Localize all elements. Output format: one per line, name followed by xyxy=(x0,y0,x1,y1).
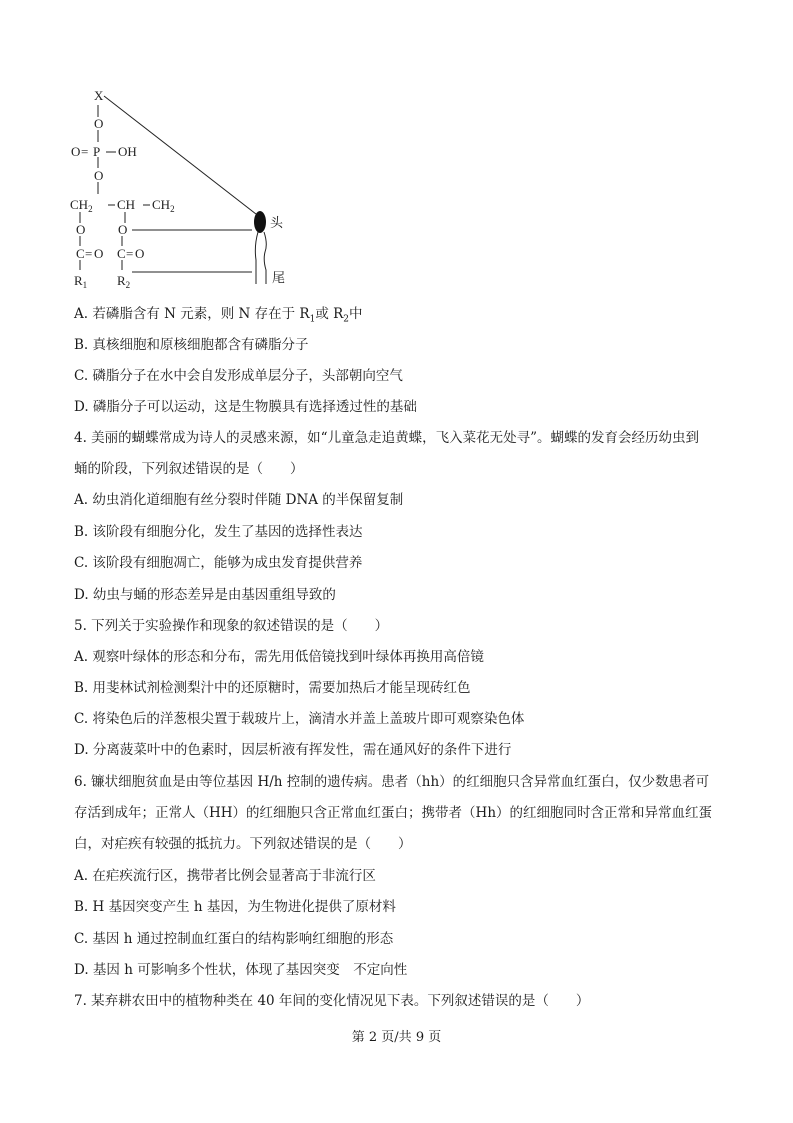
option-5b: B. 用斐林试剂检测梨汁中的还原糖时，需要加热后才能呈现砖红色 xyxy=(74,680,471,696)
option-5a: A. 观察叶绿体的形态和分布，需先用低倍镜找到叶绿体再换用高倍镜 xyxy=(74,649,484,665)
option-5d: D. 分离菠菜叶中的色素时，因层析液有挥发性，需在通风好的条件下进行 xyxy=(74,742,512,758)
atom-c-mid: C xyxy=(117,246,126,261)
option-5c: C. 将染色后的洋葱根尖置于载玻片上，滴清水并盖上盖玻片即可观察染色体 xyxy=(74,711,525,727)
atom-o-c-mid: O xyxy=(135,246,145,261)
atom-o1: O xyxy=(94,116,104,131)
phospholipid-head-shape xyxy=(254,211,266,233)
atom-ch2-right: $CH_2$ xyxy=(152,197,175,214)
page-number: 第 2 页/共 9 页 xyxy=(351,1030,442,1045)
question-6-line2: 存活到成年；正常人（HH）的红细胞只含正常血红蛋白；携带者（Hh）的红细胞同时含正常和异常血红蛋 xyxy=(74,805,713,821)
option-4b: B. 该阶段有细胞分化，发生了基因的选择性表达 xyxy=(74,524,363,540)
atom-ch2-left: $CH_2$ xyxy=(70,197,93,214)
bond-double-left: = xyxy=(85,246,93,261)
option-4c: C. 该阶段有细胞凋亡，能够为成虫发育提供营养 xyxy=(74,555,363,571)
head-label: 头 xyxy=(270,216,284,231)
option-6c: C. 基因 h 通过控制血红蛋白的结构影响红细胞的形态 xyxy=(74,931,394,947)
option-3b: B. 真核细胞和原核细胞都含有磷脂分子 xyxy=(74,337,309,353)
option-4a: A. 幼虫消化道细胞有丝分裂时伴随 DNA 的半保留复制 xyxy=(74,492,404,508)
atom-ch: CH xyxy=(117,197,136,212)
question-4-line2: 蛹的阶段，下列叙述错误的是（ ） xyxy=(74,461,304,477)
atom-r2: $R_2$ xyxy=(117,273,131,290)
question-6-line1: 6. 镰状细胞贫血是由等位基因 H/h 控制的遗传病。患者（hh）的红细胞只含异常血红蛋白，仅少数患者可 xyxy=(74,774,710,790)
atom-oh: OH xyxy=(118,144,137,159)
atom-c-left: C xyxy=(76,246,85,261)
atom-o-left: O xyxy=(76,222,86,237)
atom-o-mid: O xyxy=(118,222,128,237)
atom-p: P xyxy=(93,144,101,159)
question-6-line3: 白，对疟疾有较强的抵抗力。下列叙述错误的是（ ） xyxy=(74,836,412,852)
option-3c: C. 磷脂分子在水中会自发形成单层分子，头部朝向空气 xyxy=(74,368,403,384)
atom-o-c-left: O xyxy=(94,246,104,261)
question-7: 7. 某弃耕农田中的植物种类在 40 年间的变化情况见下表。下列叙述错误的是（ ） xyxy=(74,993,590,1009)
option-4d: D. 幼虫与蛹的形态差异是由基因重组导致的 xyxy=(74,587,336,603)
question-4-line1: 4. 美丽的蝴蝶常成为诗人的灵感来源，如“儿童急走追黄蝶，飞入菜花无处寻”。蝴蝶的发育会经历幼虫到 xyxy=(74,430,699,446)
option-3d: D. 磷脂分子可以运动，这是生物膜具有选择透过性的基础 xyxy=(74,399,417,415)
phospholipid-structure-svg xyxy=(60,88,300,293)
bond-double-mid: = xyxy=(126,246,134,261)
phospholipid-diagram xyxy=(60,88,300,293)
atom-r1: $R_1$ xyxy=(74,273,88,290)
option-6b: B. H 基因突变产生 h 基因，为生物进化提供了原材料 xyxy=(74,899,396,915)
option-6a: A. 在疟疾流行区，携带者比例会显著高于非流行区 xyxy=(74,868,376,884)
option-6d: D. 基因 h 可影响多个性状，体现了基因突变 不定向性 xyxy=(74,962,408,978)
tail-label: 尾 xyxy=(272,271,286,286)
option-3a: A. 若磷脂含有 N 元素，则 N 存在于 $R_1$或 $R_2$中 xyxy=(74,306,363,325)
atom-o-double: O xyxy=(71,144,81,159)
atom-o2: O xyxy=(94,168,104,183)
question-5: 5. 下列关于实验操作和现象的叙述错误的是（ ） xyxy=(74,618,389,634)
bond-double: = xyxy=(81,144,89,159)
atom-x: X xyxy=(94,88,104,103)
